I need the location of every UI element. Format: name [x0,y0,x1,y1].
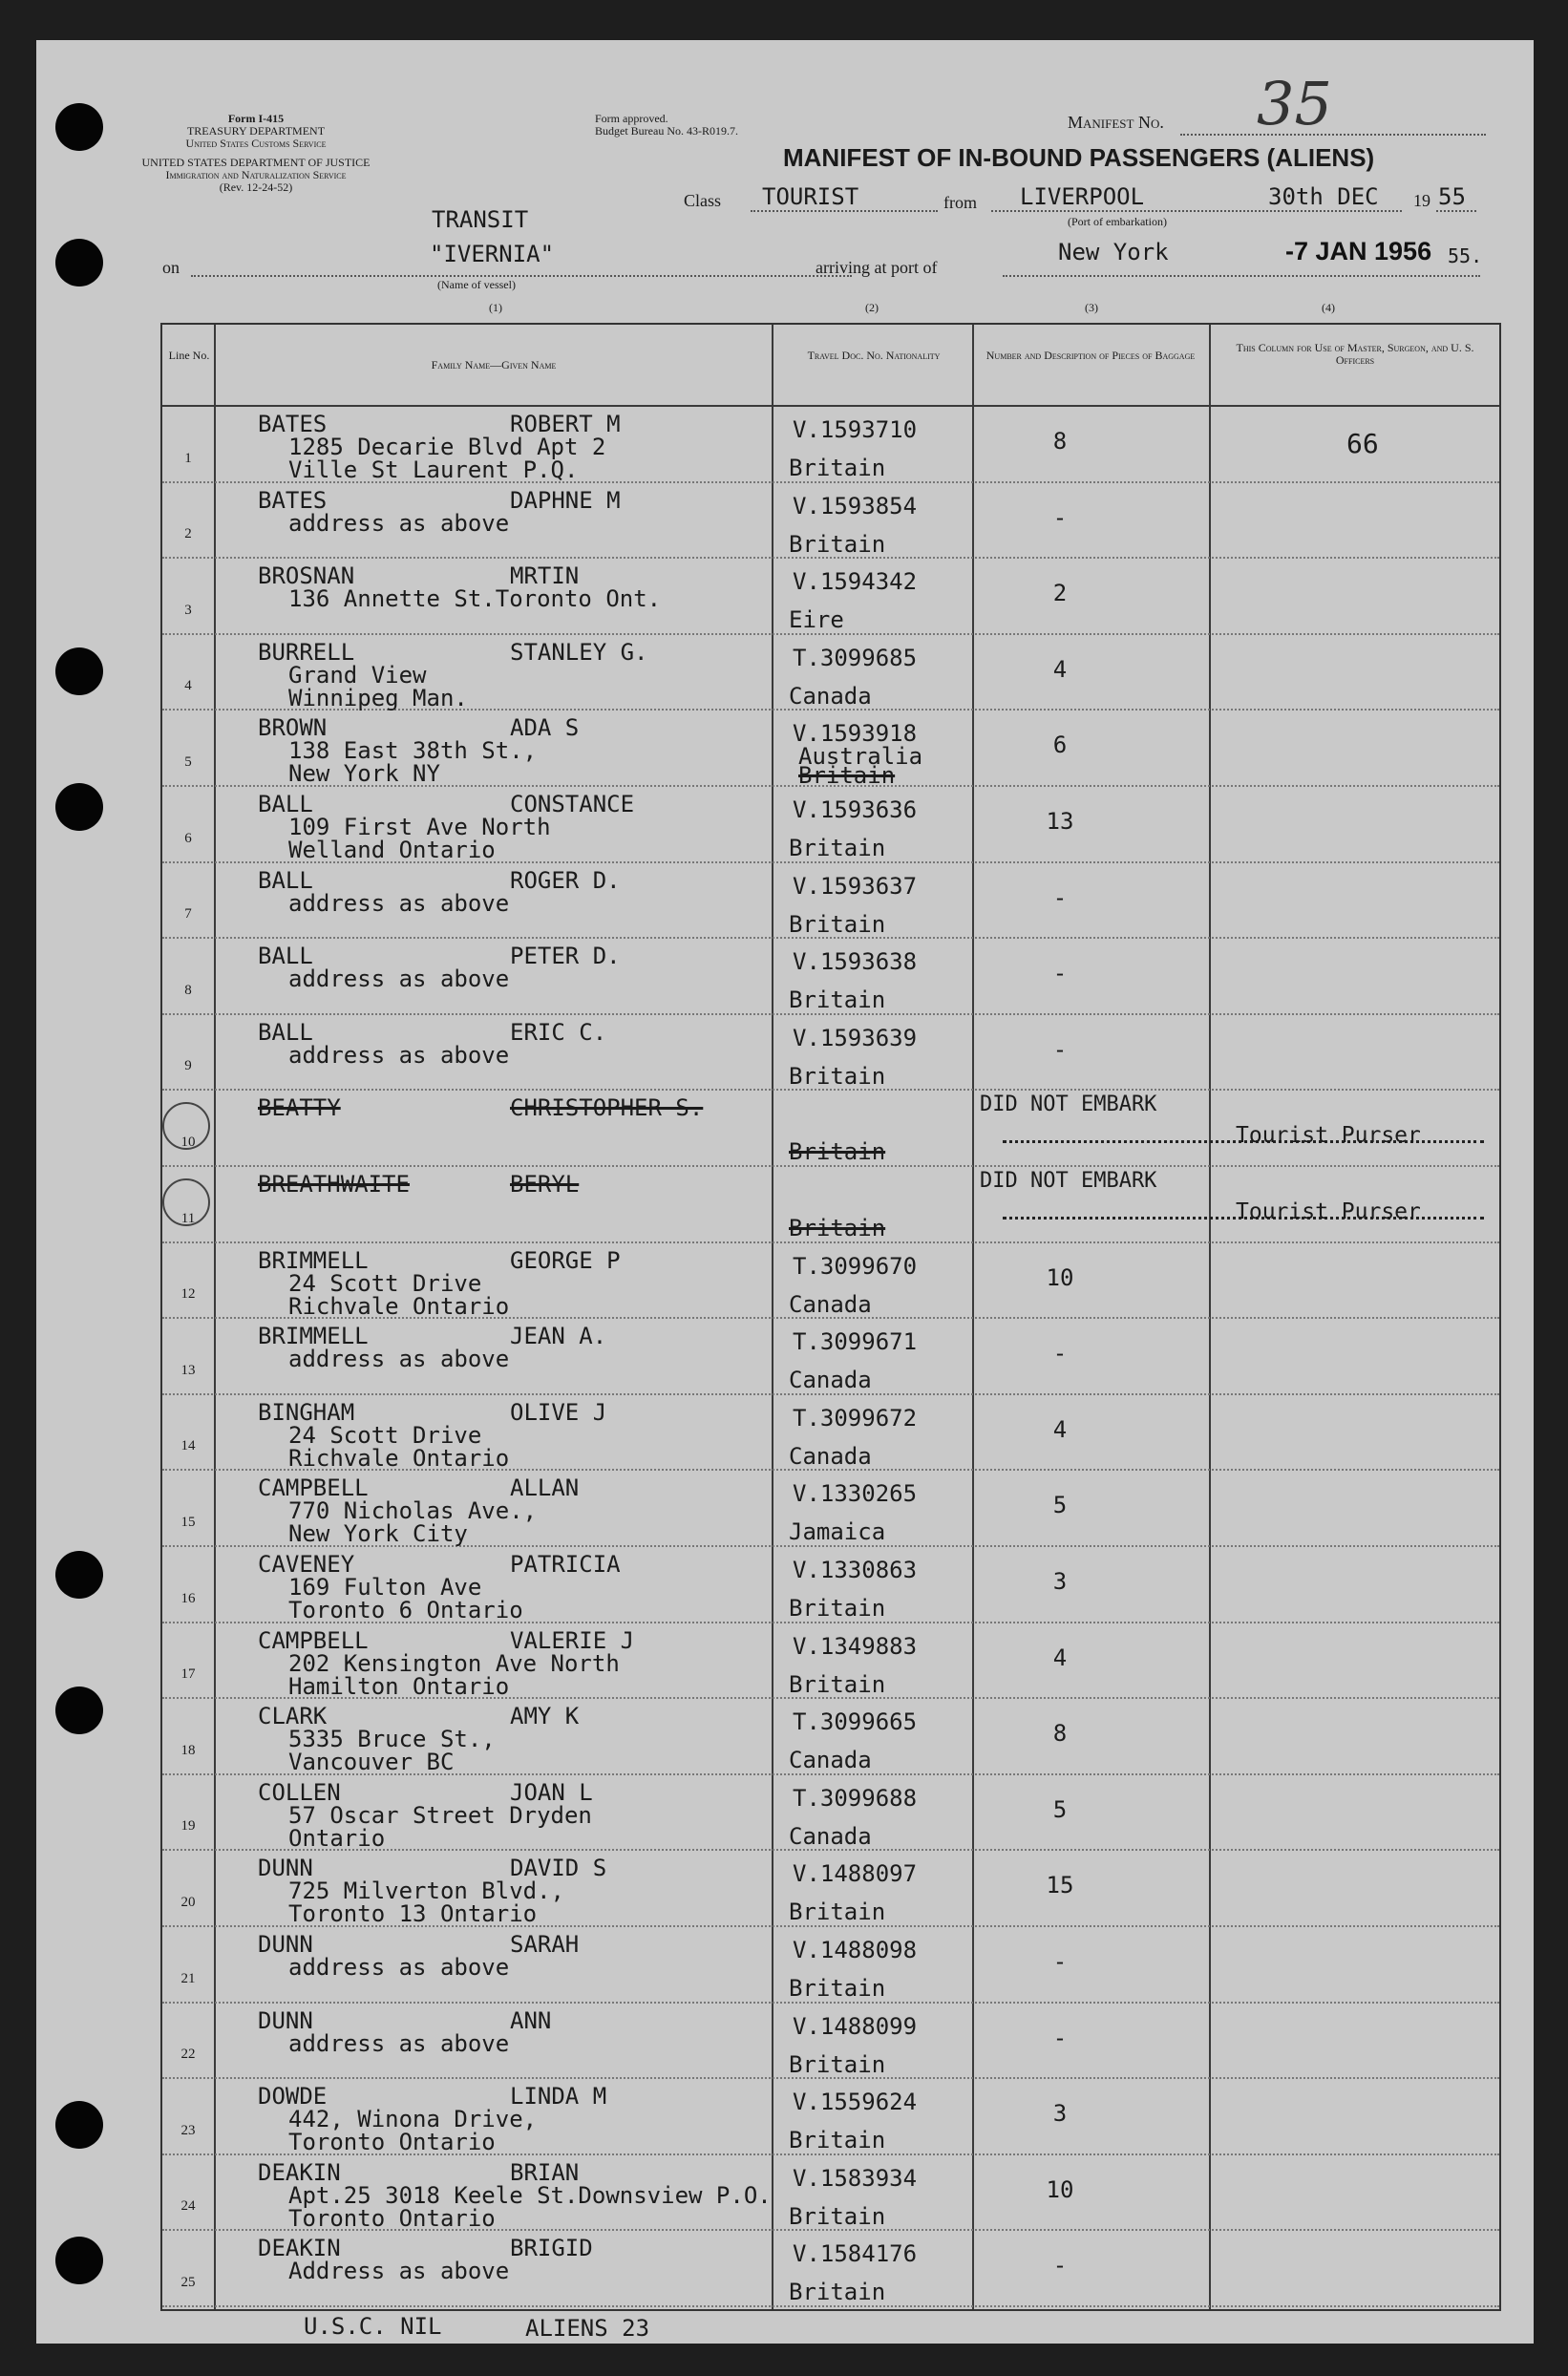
revision: (Rev. 12-24-52) [219,180,293,194]
on-label: on [162,258,180,277]
vessel-line [191,275,852,277]
family-name: BINGHAM [258,1398,355,1426]
given-name: ROBERT M [510,411,621,437]
given-name: PATRICIA [510,1551,621,1578]
family-name: BALL [258,866,313,894]
address-line-1: address as above [288,1346,510,1373]
travel-doc-no: V.1593639 [793,1024,918,1051]
family-name: CAVENEY [258,1551,355,1578]
baggage-count: 8 [1052,428,1068,455]
header-line-no: Line No. [168,349,210,362]
nationality: Britain [789,2202,886,2230]
line-number: 2 [184,526,192,542]
address-line-1: address as above [288,1041,510,1069]
table-row [162,1167,1499,1243]
baggage-count: 10 [1046,2175,1074,2203]
address-line-2: Ville St Laurent P.Q. [288,456,579,483]
address-line-1: 5335 Bruce St., [288,1726,496,1753]
family-name: BATES [258,486,328,514]
travel-doc-no: V.1593638 [793,948,918,976]
address-line-1: address as above [288,2029,510,2057]
address-line-2: Hamilton Ontario [288,1672,510,1700]
family-name: DEAKIN [258,2158,341,2186]
address-line-2: Richvale Ontario [288,1292,510,1320]
given-name: CONSTANCE [510,791,635,817]
given-name: ERIC C. [510,1018,607,1046]
rows-container [162,407,1499,2307]
given-name: DAPHNE M [510,486,621,514]
header-baggage: Number and Description of Pieces of Baggage [985,349,1196,362]
travel-doc-no: V.1593854 [793,492,918,520]
travel-doc-no: V.1583934 [793,2164,918,2192]
line-number: 17 [180,1666,196,1683]
baggage-count: 10 [1046,1263,1074,1291]
officer-note: Tourist Purser [1236,1199,1421,1224]
col-marker-2: (2) [865,301,879,314]
binder-hole [55,2101,103,2149]
table-row [162,1927,1499,2004]
year-prefix: 19 [1413,191,1430,210]
baggage-count: - [1052,2252,1068,2280]
address-line-2: Toronto 6 Ontario [288,1597,523,1623]
given-name: JOAN L [510,1778,593,1806]
nationality: Eire [789,606,844,634]
manifest-page [36,40,1534,2344]
baggage-count: - [1052,1340,1068,1368]
line-number: 7 [184,906,192,923]
travel-doc-no: V.1488097 [793,1860,918,1888]
family-name: BROWN [258,714,328,742]
binder-hole [55,647,103,695]
address-line-2: Toronto Ontario [288,2204,496,2232]
family-name: BEATTY [258,1094,341,1122]
line-number: 6 [184,830,192,846]
baggage-count: 4 [1052,655,1068,683]
baggage-count: 2 [1052,580,1068,607]
manifest-table [160,323,1501,2311]
line-number: 5 [184,753,192,770]
table-row [162,1015,1499,1092]
family-name: BURRELL [258,638,355,666]
travel-doc-no: V.1594342 [793,568,918,596]
did-not-embark: DID NOT EMBARK [980,1169,1157,1193]
justice-dept: UNITED STATES DEPARTMENT OF JUSTICE [141,156,371,169]
table-row [162,2155,1499,2232]
agency-block [132,113,380,194]
nationality: Britain [789,1215,886,1241]
line-number: 21 [180,1970,196,1986]
address-line-1: 1285 Decarie Blvd Apt 2 [288,434,606,460]
family-name: BATES [258,411,328,437]
address-line-1: address as above [288,965,510,993]
address-line-2: Winnipeg Man. [288,684,468,711]
travel-doc-no: V.1584176 [793,2240,918,2268]
nationality: Canada [789,1367,872,1394]
address-line-1: 442, Winona Drive, [288,2106,538,2133]
address-line-2: New York City [288,1520,468,1548]
table-row [162,1319,1499,1395]
given-name: LINDA M [510,2083,607,2111]
budget-bureau: Budget Bureau No. 43-R019.7. [595,124,738,138]
baggage-count: - [1052,1948,1068,1975]
family-name: BRIMMELL [258,1246,369,1274]
line-number: 8 [184,982,192,998]
header-travel-doc: Travel Doc. No. Nationality [807,349,941,362]
given-name: PETER D. [510,943,621,970]
baggage-count: 3 [1052,1568,1068,1595]
port-line [1003,275,1480,277]
address-line-1: 202 Kensington Ave North [288,1649,620,1677]
table-row [162,2231,1499,2307]
line-number: 19 [180,1818,196,1835]
address-line-2: Ontario [288,1824,386,1852]
family-name: DOWDE [258,2083,328,2111]
travel-doc-no: T.3099685 [793,644,918,671]
officer-note: Tourist Purser [1236,1123,1421,1149]
nationality: Britain [789,1595,886,1622]
table-row [162,1395,1499,1472]
travel-doc-no: V.1349883 [793,1632,918,1660]
address-line-2: Vancouver BC [288,1749,455,1776]
family-name: BALL [258,943,313,970]
travel-doc-no: T.3099688 [793,1784,918,1812]
baggage-count: 3 [1052,2100,1068,2128]
address-line-1: 24 Scott Drive [288,1269,482,1297]
given-name: ROGER D. [510,866,621,894]
manifest-title: MANIFEST OF IN-BOUND PASSENGERS (ALIENS) [783,143,1375,172]
travel-doc-no: T.3099672 [793,1404,918,1432]
from-line [991,210,1402,212]
address-line-2: New York NY [288,760,440,788]
binder-hole [55,1551,103,1599]
nationality: Britain [789,2050,886,2078]
baggage-count: 13 [1046,808,1074,835]
table-row [162,1243,1499,1320]
given-name: DAVID S [510,1855,607,1882]
manifest-number: 35 [1257,69,1332,138]
line-number: 24 [180,2198,196,2215]
nationality: Britain [789,455,886,481]
manifest-no-line [1180,134,1486,136]
baggage-count: 6 [1052,732,1068,759]
given-name: VALERIE J [510,1626,635,1654]
line-number: 22 [180,2047,196,2063]
given-name: GEORGE P [510,1246,621,1274]
travel-doc-no: V.1330265 [793,1480,918,1508]
aliens-total: ALIENS 23 [525,2315,650,2342]
nationality: Jamaica [789,1518,886,1546]
binder-hole [55,2237,103,2284]
address-line-2: Toronto 13 Ontario [288,1900,538,1928]
address-line-1: Address as above [288,2258,510,2285]
table-row [162,407,1499,483]
family-name: BRIMMELL [258,1323,369,1350]
nationality: Britain [789,1899,886,1926]
nationality: Britain [789,1062,886,1090]
table-row [162,711,1499,790]
address-line-2: Welland Ontario [288,837,496,863]
address-line-1: Grand View [288,661,427,689]
nationality: Australia [798,743,923,771]
line-number: 15 [180,1514,196,1530]
address-line-1: 725 Milverton Blvd., [288,1877,564,1905]
given-name: ANN [510,2006,552,2034]
given-name: BERYL [510,1171,580,1198]
vessel-note: (Name of vessel) [437,278,516,291]
given-name: CHRISTOPHER S. [510,1094,704,1122]
baggage-count: - [1052,2024,1068,2051]
family-name: BREATHWAITE [258,1171,410,1198]
given-name: BRIAN [510,2158,580,2186]
baggage-count: - [1052,503,1068,531]
given-name: ALLAN [510,1474,580,1502]
arrival-stamp: -7 JAN 1956 [1285,237,1432,265]
from-value: LIVERPOOL [1020,183,1145,210]
nationality: Canada [789,682,872,710]
table-row [162,559,1499,635]
line-number: 3 [184,602,192,618]
given-name: STANLEY G. [510,638,648,666]
family-name: CLARK [258,1703,328,1730]
baggage-count: - [1052,960,1068,987]
class-label: Class [684,191,722,210]
class-value: TOURIST [762,183,859,210]
baggage-count: 4 [1052,1644,1068,1671]
date-value: 30th DEC [1268,183,1379,210]
baggage-count: 8 [1052,1720,1068,1748]
given-name: JEAN A. [510,1323,607,1350]
baggage-count: 15 [1046,1872,1074,1899]
nationality: Britain [789,986,886,1014]
table-row [162,939,1499,1015]
line-number: 4 [184,678,192,694]
class-line [751,210,938,212]
officer-note: 66 [1346,428,1379,459]
department: TREASURY DEPARTMENT [186,124,326,138]
from-label: from [943,193,977,212]
baggage-count: - [1052,883,1068,911]
travel-doc-no: T.3099671 [793,1328,918,1356]
line-circle [162,1178,210,1226]
travel-doc-no: V.1593637 [793,872,918,900]
given-name: OLIVE J [510,1398,607,1426]
table-row [162,1851,1499,1927]
nationality: Canada [789,1822,872,1850]
line-number: 20 [180,1894,196,1910]
binder-hole [55,783,103,831]
ins: Immigration and Naturalization Service [165,168,347,181]
usc-total: U.S.C. NIL [304,2313,442,2340]
nationality: Canada [789,1747,872,1774]
family-name: DEAKIN [258,2235,341,2262]
nationality: Canada [789,1442,872,1470]
family-name: DUNN [258,1855,313,1882]
customs-service: United States Customs Service [185,137,327,150]
table-row [162,2004,1499,2080]
line-number: 12 [180,1286,196,1303]
embark-note: (Port of embarkation) [1068,215,1167,228]
table-row [162,2079,1499,2155]
address-line-1: 57 Oscar Street Dryden [288,1801,592,1829]
table-row [162,1775,1499,1852]
table-row [162,1699,1499,1775]
table-row [162,787,1499,863]
line-number: 25 [180,2274,196,2290]
family-name: CAMPBELL [258,1626,369,1654]
baggage-count: - [1052,1035,1068,1063]
line-number: 13 [180,1362,196,1378]
travel-doc-no: T.3099665 [793,1708,918,1736]
nationality: Britain [789,530,886,558]
transit-label: TRANSIT [432,206,529,233]
header-name: Family Name—Given Name [431,358,557,371]
family-name: DUNN [258,1931,313,1958]
address-line-1: address as above [288,1954,510,1981]
travel-doc-no: V.1488099 [793,2012,918,2040]
table-row [162,635,1499,711]
nationality: Britain [789,1975,886,2002]
address-line-1: 24 Scott Drive [288,1421,482,1449]
line-number: 10 [180,1134,196,1150]
line-number: 14 [180,1438,196,1454]
address-line-1: Apt.25 3018 Keele St.Downsview P.O. [288,2181,772,2209]
nationality: Britain [789,835,886,861]
table-row [162,1471,1499,1547]
line-number: 18 [180,1742,196,1758]
table-row [162,1547,1499,1623]
form-approved: Form approved. [595,112,668,125]
address-line-1: address as above [288,509,510,537]
year-line [1436,210,1476,212]
address-line-1: 770 Nicholas Ave., [288,1497,538,1525]
travel-doc-no: V.1593710 [793,416,918,443]
vessel-name: "IVERNIA" [430,241,555,267]
address-line-2: Toronto Ontario [288,2129,496,2156]
travel-doc-no: V.1488098 [793,1937,918,1963]
did-not-embark: DID NOT EMBARK [980,1093,1157,1117]
nationality: Britain [789,1138,886,1166]
address-line-1: address as above [288,889,510,917]
col-marker-3: (3) [1085,301,1098,314]
header-officers: This Column for Use of Master, Surgeon, and U. S. Officers [1236,341,1474,367]
approval-block [595,113,738,138]
form-title: Form I-415 [227,112,285,125]
manifest-no-label: Manifest No. [1068,113,1164,132]
travel-doc-no: V.1593636 [793,796,918,823]
line-number: 11 [180,1210,196,1226]
family-name: COLLEN [258,1778,341,1806]
year-value: 55 [1438,183,1466,210]
given-name: BRIGID [510,2235,593,2262]
stamp-suffix: 55. [1448,244,1483,267]
travel-doc-no: V.1593918 [793,720,918,748]
table-row [162,1623,1499,1700]
col-marker-4: (4) [1322,301,1335,314]
address-line-1: 136 Annette St.Toronto Ont. [288,585,662,613]
baggage-count: 4 [1052,1415,1068,1443]
address-line-1: 169 Fulton Ave [288,1574,482,1601]
travel-doc-no: V.1330863 [793,1557,918,1583]
address-line-1: 109 First Ave North [288,814,551,840]
line-number: 16 [180,1590,196,1606]
col-marker-1: (1) [489,301,502,314]
line-number: 23 [180,2122,196,2138]
travel-doc-no: T.3099670 [793,1252,918,1280]
given-name: SARAH [510,1931,580,1958]
table-row [162,483,1499,560]
arriving-label: arriving at port of [816,258,938,277]
family-name: DUNN [258,2006,313,2034]
port-value: New York [1058,239,1169,265]
family-name: CAMPBELL [258,1474,369,1502]
nationality: Britain [789,2279,886,2306]
nationality: Britain [789,1670,886,1698]
nationality: Canada [789,1290,872,1318]
binder-hole [55,239,103,286]
given-name: ADA S [510,714,580,742]
given-name: MRTIN [510,562,580,590]
family-name: BROSNAN [258,562,355,590]
travel-doc-no: V.1559624 [793,2089,918,2116]
family-name: BALL [258,791,313,817]
address-line-1: 138 East 38th St., [288,737,538,765]
family-name: BALL [258,1018,313,1046]
nationality-struck: Britain [798,762,896,790]
nationality: Britain [789,2127,886,2154]
table-row [162,863,1499,940]
nationality: Britain [789,910,886,938]
given-name: AMY K [510,1703,580,1730]
binder-hole [55,1687,103,1734]
line-number: 9 [184,1058,192,1074]
baggage-count: 5 [1052,1795,1068,1823]
baggage-count: 5 [1052,1492,1068,1519]
address-line-2: Richvale Ontario [288,1444,510,1472]
line-number: 1 [184,450,192,466]
binder-hole [55,103,103,151]
table-row [162,1091,1499,1167]
